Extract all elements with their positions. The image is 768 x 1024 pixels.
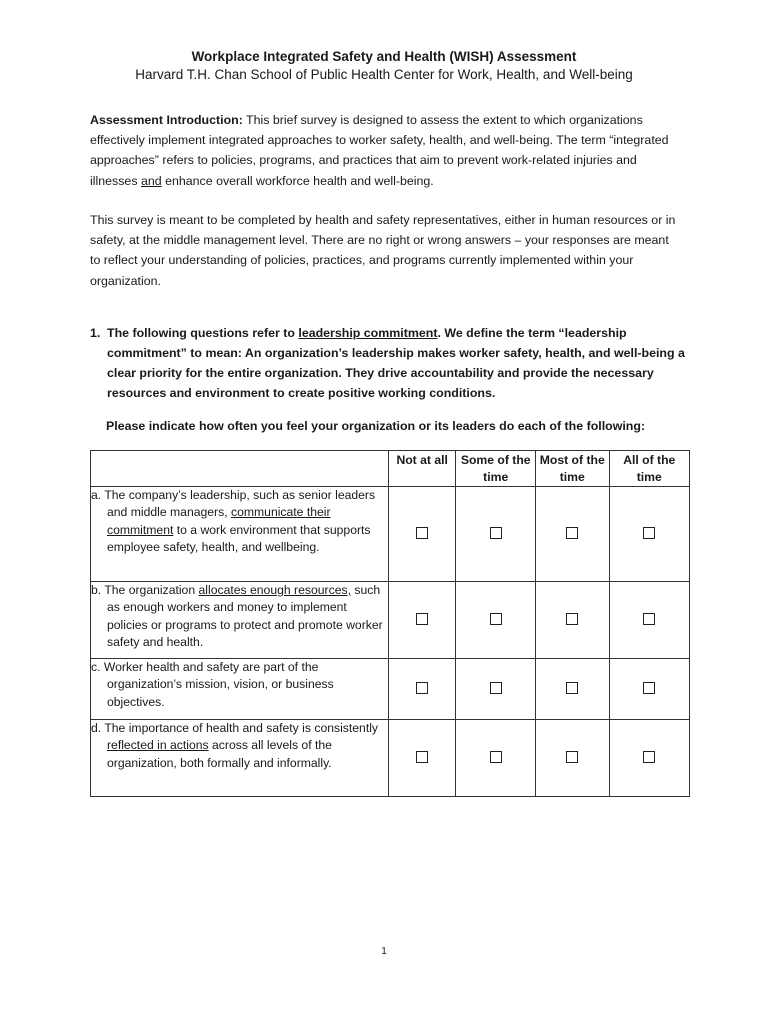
header-all-of-the-time: All of the time [609, 451, 689, 487]
row-a-most-cell [535, 487, 609, 582]
row-c-all-checkbox[interactable] [643, 682, 655, 694]
row-d-some-cell [456, 720, 536, 797]
row-c-not-at-all-checkbox[interactable] [416, 682, 428, 694]
row-a-some-checkbox[interactable] [490, 527, 502, 539]
row-d-most-checkbox[interactable] [566, 751, 578, 763]
intro-paragraph-2: This survey is meant to be completed by health and safety representatives, either in human resources or in safety, at the middle management level. There are no right or wrong answers – your responses are meant to reflect your understanding of policies, practices, and programs currently implemented within your organization. [90, 213, 676, 288]
row-c-some-checkbox[interactable] [490, 682, 502, 694]
row-d-underlined: reflected in actions [107, 738, 209, 753]
row-b-not-at-all-cell [388, 582, 456, 659]
row-d-not-at-all-checkbox[interactable] [416, 751, 428, 763]
row-b-post: such as enough workers and money to implement policies or programs to protect and promote worker safety and health. [107, 583, 383, 650]
row-a-underlined: communicate their commitment [107, 505, 331, 537]
row-b-not-at-all-checkbox[interactable] [416, 613, 428, 625]
intro-label: Assessment Introduction: [90, 113, 243, 127]
row-c-all-cell [609, 659, 689, 720]
row-a-not-at-all-checkbox[interactable] [416, 527, 428, 539]
document-subtitle: Harvard T.H. Chan School of Public Health Center for Work, Health, and Well-being [135, 67, 633, 82]
row-c-most-checkbox[interactable] [566, 682, 578, 694]
leadership-commitment-table [90, 450, 690, 797]
table-row [91, 487, 690, 582]
row-a-not-at-all-cell [388, 487, 456, 582]
row-b-underlined: allocates enough resources, [198, 583, 351, 597]
row-d-pre: d. The importance of health and safety is consistently [91, 721, 379, 735]
row-c-some-cell [456, 659, 536, 720]
assessment-introduction [90, 110, 678, 191]
question-1-term: leadership commitment [298, 326, 438, 340]
row-a-post: to a work environment that supports employee safety, health, and wellbeing. [107, 522, 371, 555]
table-row [91, 659, 690, 720]
question-1-instruction: Please indicate how often you feel your organization or its leaders do each of the following: [106, 419, 646, 433]
row-b-some-checkbox[interactable] [490, 613, 502, 625]
row-d-some-checkbox[interactable] [490, 751, 502, 763]
header-not-at-all: Not at all [388, 451, 456, 487]
header-most-of-the-time: Most of the time [535, 451, 609, 487]
row-b-most-checkbox[interactable] [566, 613, 578, 625]
table-row [91, 582, 690, 659]
table-row [91, 720, 690, 797]
row-b-some-cell [456, 582, 536, 659]
row-b-label [91, 582, 389, 659]
intro-text-1: This brief survey is designed to assess the extent to which organizations effectively implement integrated approaches to worker safety, health, and well-being. The term “integrated approaches” refers to policies, programs, and practices that aim to prevent work-related injuries and illnesses [90, 113, 669, 188]
row-a-most-checkbox[interactable] [566, 527, 578, 539]
question-1-text [107, 323, 690, 403]
intro-and-underlined: and [140, 173, 162, 188]
row-d-post: across all levels of the organization, both formally and informally. [107, 738, 332, 770]
row-d-all-checkbox[interactable] [643, 751, 655, 763]
document-title: Workplace Integrated Safety and Health (WISH) Assessment [191, 49, 577, 64]
row-a-some-cell [456, 487, 536, 582]
header-some-of-the-time: Some of the time [456, 451, 536, 487]
row-b-pre: b. The organization [91, 583, 199, 597]
row-c-label [91, 659, 389, 720]
row-b-all-checkbox[interactable] [643, 613, 655, 625]
question-1-post: . We define the term “leadership commitment” to mean: An organization’s leadership makes worker safety, health, and well-being a clear priority for the entire organization. They drive accountability and provide the necessary resources and environment to create positive working conditions. [107, 326, 685, 400]
question-1 [90, 323, 690, 403]
row-b-most-cell [535, 582, 609, 659]
header-item-blank [91, 451, 389, 487]
row-d-not-at-all-cell [388, 720, 456, 797]
row-a-pre: a. The company’s leadership, such as senior leaders and middle managers, [91, 488, 376, 520]
row-a-all-cell [609, 487, 689, 582]
row-c-not-at-all-cell [388, 659, 456, 720]
row-a-label [91, 487, 389, 582]
table-header-row [91, 451, 690, 487]
row-d-most-cell [535, 720, 609, 797]
page-number: 1 [381, 946, 387, 957]
row-a-all-checkbox[interactable] [643, 527, 655, 539]
row-c-most-cell [535, 659, 609, 720]
question-1-pre: The following questions refer to [107, 326, 299, 340]
row-b-all-cell [609, 582, 689, 659]
intro-text-2: enhance overall workforce health and well-being. [161, 173, 434, 188]
question-1-number: 1. [90, 326, 101, 340]
row-c-text: c. Worker health and safety are part of the organization’s mission, vision, or business objectives. [91, 660, 334, 709]
row-d-all-cell [609, 720, 689, 797]
row-d-label [91, 720, 389, 797]
